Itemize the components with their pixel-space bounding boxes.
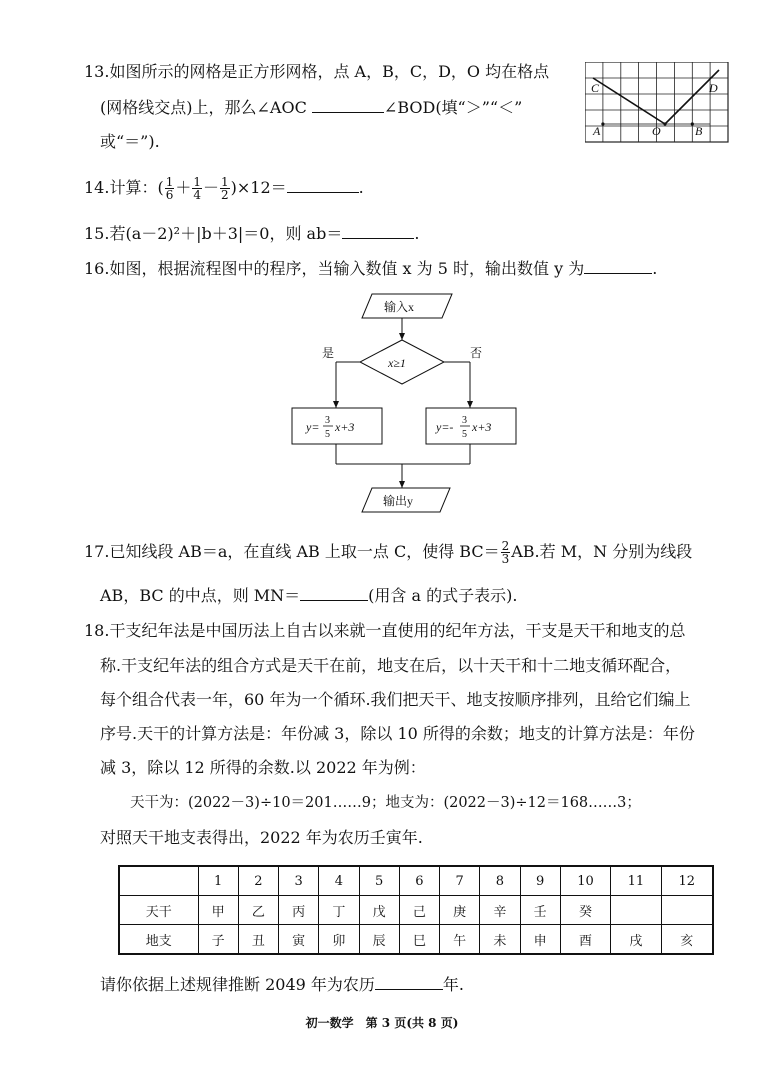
flow-output-label: 输出y [383, 494, 414, 508]
q14-answer-blank[interactable] [287, 178, 359, 193]
ganzhi-table [118, 865, 714, 955]
q17-line1-pre: 17.已知线段 AB＝a，在直线 AB 上取一点 C，使得 BC＝ [84, 542, 500, 561]
point-a-label: A [593, 124, 601, 138]
q15-line [84, 224, 419, 244]
q18-line6: 天干为：(2022－3)÷10＝201……9；地支为：(2022－3)÷12＝168……3； [130, 795, 641, 811]
q16-answer-blank[interactable] [584, 259, 652, 274]
q18-answer-blank[interactable] [375, 975, 443, 990]
left-formula-pre: y= [306, 420, 320, 434]
point-c-label: C [591, 81, 600, 95]
q17-answer-blank[interactable] [300, 586, 368, 601]
table-row-tiangan: 天干 甲 乙 丙 丁 戊 己 庚 辛 壬 癸 [119, 896, 713, 925]
point-o-label: O [652, 124, 661, 138]
q18-line2: 称.干支纪年法的组合方式是天干在前，地支在后，以十天干和十二地支循环配合， [100, 656, 682, 675]
fraction-1-6: $\frac{1}{6}$ [165, 175, 174, 202]
q14-line [84, 176, 364, 201]
q17-line2-post: (用含 a 的式子表示). [368, 586, 518, 605]
q14-post: )×12＝ [230, 178, 287, 197]
q18-line1: 18.干支纪年法是中国历法上自古以来就一直使用的纪年方法，干支是天干和地支的总 [84, 621, 686, 640]
q18-ask-pre: 请你依据上述规律推断 2049 年为农历 [100, 975, 375, 994]
left-frac-den: 5 [325, 429, 330, 440]
q14-end: . [358, 178, 364, 197]
q13-line2-post: ∠BOD(填“＞”“＜” [383, 98, 523, 117]
q15-end: . [414, 224, 420, 243]
q13-line2-pre: (网格线交点)上，那么∠AOC [100, 98, 312, 117]
q15-text: 15.若(a－2)²＋|b＋3|＝0，则 ab＝ [84, 224, 343, 243]
q13-line2 [100, 98, 522, 118]
point-b-label: B [695, 124, 703, 138]
q15-answer-blank[interactable] [342, 224, 414, 239]
q14-op2: － [203, 178, 220, 197]
q18-line4: 序号.天干的计算方法是：年份减 3，除以 10 所得的余数；地支的计算方法是：年份 [100, 724, 695, 743]
fraction-1-2: $\frac{1}{2}$ [221, 175, 229, 202]
right-frac-num: 3 [462, 415, 467, 426]
q18-line3: 每个组合代表一年，60 年为一个循环.我们把天干、地支按顺序排列，且给它们编上 [100, 690, 691, 709]
table-row-dizhi: 地支 子 丑 寅 卯 辰 巳 午 未 申 酉 戌 亥 [119, 925, 713, 955]
page-footer: 初一数学 第 3 页(共 8 页) [305, 1016, 459, 1030]
flow-yes-label: 是 [322, 346, 335, 360]
q13-answer-blank[interactable] [312, 98, 384, 113]
q18-line7: 对照天干地支表得出，2022 年为农历壬寅年. [100, 828, 423, 847]
table-header-row: 1 2 3 4 5 6 7 8 9 10 11 12 [119, 866, 713, 896]
flow-no-label: 否 [470, 346, 483, 360]
right-frac-den: 5 [462, 429, 467, 440]
q16-flowchart [280, 290, 520, 522]
point-d-label: D [709, 81, 718, 95]
right-formula-post: x+3 [472, 420, 492, 434]
fraction-1-4: $\frac{1}{4}$ [193, 175, 201, 202]
right-formula-pre: y=- [436, 420, 454, 434]
q18-ask [100, 975, 464, 995]
q16-end: . [652, 259, 658, 278]
q18-line5: 减 3，除以 12 所得的余数.以 2022 年为例： [100, 758, 426, 777]
fraction-2-3: $\frac{2}{3}$ [501, 539, 510, 566]
q16-text: 16.如图，根据流程图中的程序，当输入数值 x 为 5 时，输出数值 y 为 [84, 259, 585, 278]
left-frac-num: 3 [325, 415, 330, 426]
left-formula-post: x+3 [335, 420, 355, 434]
q14-op1: ＋ [175, 178, 192, 197]
q16-line [84, 259, 657, 279]
q17-line2-pre: AB，BC 的中点，则 MN＝ [100, 586, 301, 605]
flow-condition-label: x≥1 [388, 356, 406, 370]
q17-line2 [100, 586, 517, 606]
flow-input-label: 输入x [384, 300, 415, 314]
q13-line3: 或“＝”). [100, 132, 160, 151]
q13-grid-figure [585, 62, 729, 144]
q18-ask-post: 年. [442, 975, 464, 994]
q14-pre: 14.计算：( [84, 178, 164, 197]
q17-line1-post: AB.若 M，N 分别为线段 [511, 542, 693, 561]
q17-line1 [84, 540, 692, 565]
q13-line1: 13.如图所示的网格是正方形网格，点 A，B，C，D，O 均在格点 [84, 62, 550, 81]
